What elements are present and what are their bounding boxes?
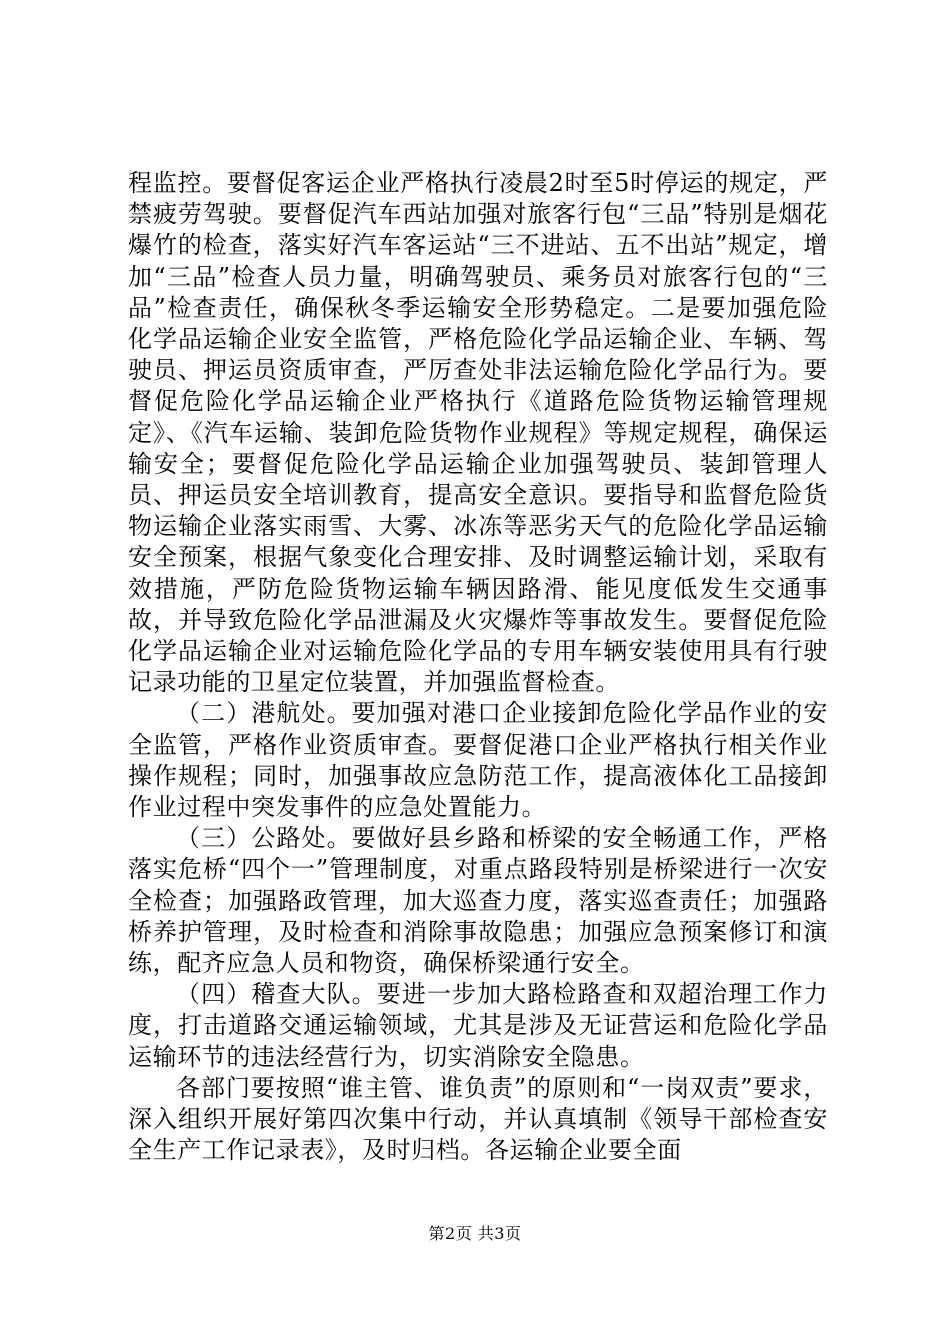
page-number-footer: 第2页 共3页: [428, 1224, 522, 1243]
document-body: [128, 168, 828, 1167]
paragraph-highway-office: （三）公路处。要做好县乡路和桥梁的安全畅通工作，严格落实危桥“四个一”管理制度，对重点路段特别是桥梁进行一次安全检查；加强路政管理，加大巡查力度，落实巡查责任；加强路桥养护管理，及时检查和消除事故隐患；加强应急预案修订和演练，配齐应急人员和物资，确保桥梁通行安全。: [128, 824, 828, 978]
paragraph-port-navigation: （二）港航处。要加强对港口企业接卸危险化学品作业的安全监管，严格作业资质审查。要督促港口企业严格执行相关作业操作规程；同时，加强事故应急防范工作，提高液体化工品接卸作业过程中突发事件的应急处置能力。: [128, 699, 828, 822]
paragraph-continuation: 程监控。要督促客运企业严格执行凌晨2时至5时停运的规定，严禁疲劳驾驶。要督促汽车西站加强对旅客行包“三品”特别是烟花爆竹的检查，落实好汽车客运站“三不进站、五不出站”规定，增加“三品”检查人员力量，明确驾驶员、乘务员对旅客行包的“三品”检查责任，确保秋冬季运输安全形势稳定。二是要加强危险化学品运输企业安全监管，严格危险化学品运输企业、车辆、驾驶员、押运员资质审查，严厉查处非法运输危险化学品行为。要督促危险化学品运输企业严格执行《道路危险货物运输管理规定》、《汽车运输、装卸危险货物作业规程》等规定规程，确保运输安全；要督促危险化学品运输企业加强驾驶员、装卸管理人员、押运员安全培训教育，提高安全意识。要指导和监督危险货物运输企业落实雨雪、大雾、冰冻等恶劣天气的危险化学品运输安全预案，根据气象变化合理安排、及时调整运输计划，采取有效措施，严防危险货物运输车辆因路滑、能见度低发生交通事故，并导致危险化学品泄漏及火灾爆炸等事故发生。要督促危险化学品运输企业对运输危险化学品的专用车辆安装使用具有行驶记录功能的卫星定位装置，并加强监督检查。: [128, 169, 828, 697]
paragraph-inspection-brigade: （四）稽查大队。要进一步加大路检路查和双超治理工作力度，打击道路交通运输领域，尤其是涉及无证营运和危险化学品运输环节的违法经营行为，切实消除安全隐患。: [128, 980, 828, 1071]
paragraph-departments: 各部门要按照“谁主管、谁负责”的原则和“一岗双责”要求，深入组织开展好第四次集中行动，并认真填制《领导干部检查安全生产工作记录表》，及时归档。各运输企业要全面: [128, 1073, 828, 1165]
